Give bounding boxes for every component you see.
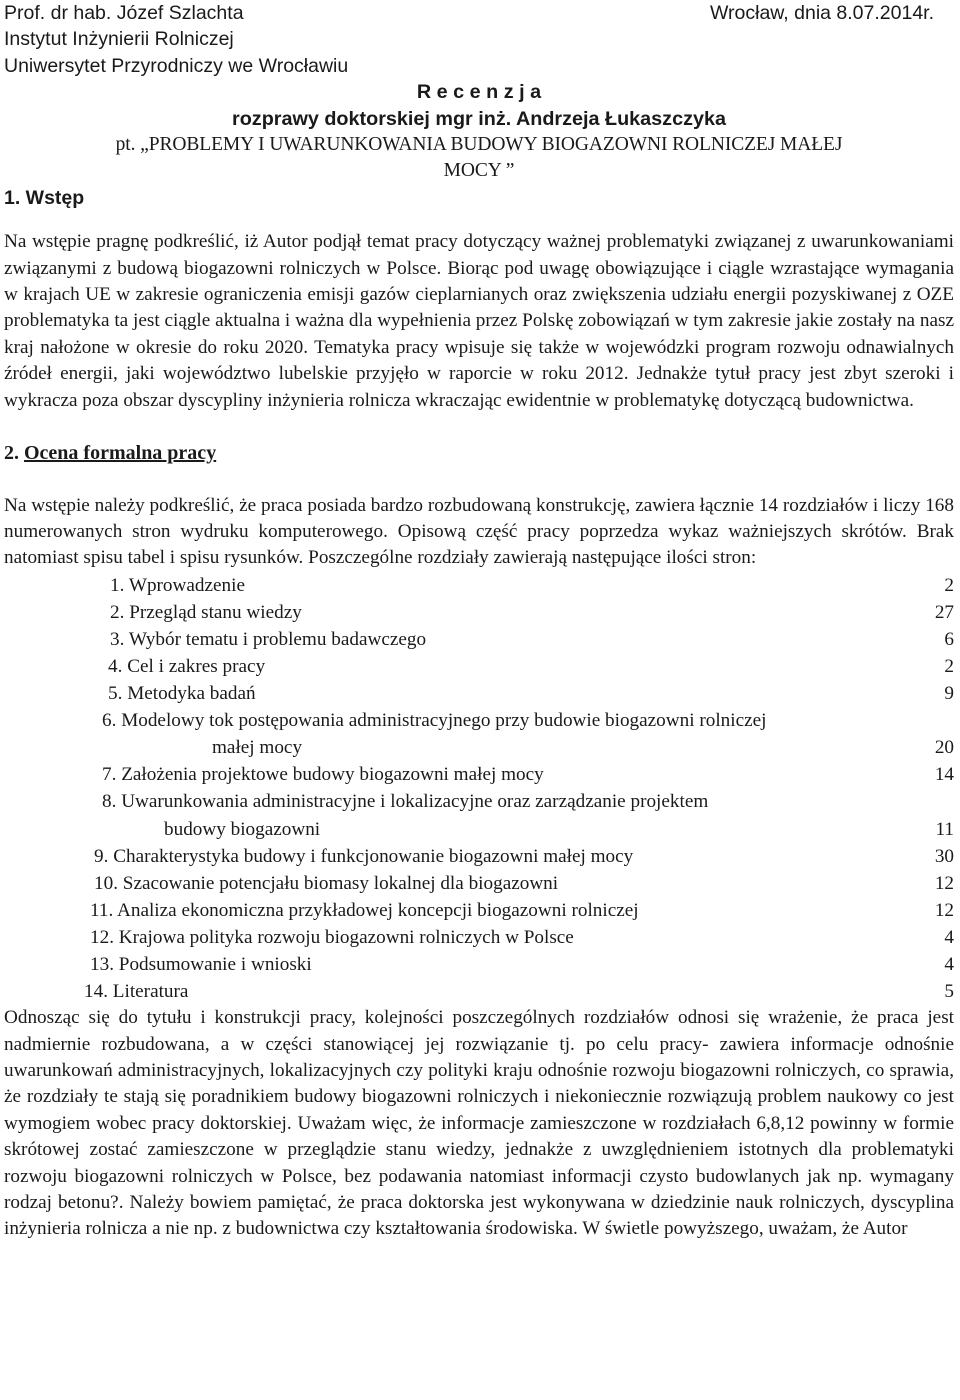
section-2-number: 2. — [4, 442, 19, 465]
chapter-item — [4, 653, 954, 680]
chapter-page-count: 12 — [934, 872, 954, 894]
section-1-title: 1. Wstęp — [4, 186, 85, 209]
chapter-page-count: 30 — [934, 845, 954, 867]
chapter-title: 7. Założenia projektowe budowy biogazowni małej mocy — [102, 764, 544, 786]
chapter-page-count: 14 — [934, 764, 954, 786]
section-1-paragraph: Na wstępie pragnę podkreślić, iż Autor podjął temat pracy dotyczący ważnej problematyki związanej z uwarunkowaniami związanymi z budową biogazowni rolniczych w Polsce. Biorąc pod uwagę obowiązujące i ciągle wzrastające wymagania w krajach UE w zakresie ograniczenia emisji gazów cieplarnianych oraz zwiększenia udziału energii pozyskiwanej z OZE problematyka ta jest ciągle aktualna i ważna dla wypełnienia przez Polskę zobowiązań w tym zakresie jakie zostały na nasz kraj nałożone w okresie do roku 2020. Tematyka pracy wpisuje się także w wojewódzki program rozwoju odnawialnych źródeł energii, jaki województwo lubelskie przyjęło w raporcie w roku 2012. Jednakże tytuł pracy jest zbyt szeroki i wykracza poza obszar dyscypliny inżynieria rolnicza wkraczając ewidentnie w problematykę dotyczącą budownictwa. — [4, 231, 954, 411]
chapter-title: 6. Modelowy tok postępowania administracyjnego przy budowie biogazowni rolniczej — [102, 710, 767, 732]
chapter-title: 2. Przegląd stanu wiedzy — [110, 601, 302, 623]
chapter-page-count: 27 — [934, 601, 954, 623]
section-2-title — [4, 440, 954, 466]
chapter-item — [4, 626, 954, 653]
section-2-paragraph-2: Odnosząc się do tytułu i konstrukcji pracy, kolejności poszczególnych rozdziałów odnosi się wrażenie, że praca jest nadmiernie rozbudowana, a w części stanowiącej jej rozwiązanie tj. po celu pracy- zawiera informacje odnośnie uwarunkowań administracyjnych, lokalizacyjnych czy polityki kraju odnośnie rozwoju biogazowni rolniczych, co sprawia, że rozdziały te stają się poradnikiem budowy biogazowni rolniczych i niekoniecznie rozwiązują problem naukowy co jest wymogiem wobec pracy doktorskiej. Uważam więc, że informacje zamieszczone w rozdziałach 6,8,12 powinny w formie skrótowej zostać zamieszczone w przeglądzie stanu wiedzy, jednakże z uwzględnieniem istotnych dla problematyki rozwoju biogazowni rolniczych w Polsce, bez podawania natomiast informacji czysto budowlanych jak np. wymagany rodzaj betonu?. Należy bowiem pamiętać, że praca doktorska jest wykonywana w dziedzinie nauk rolniczych, dyscyplina inżynieria rolnicza a nie np. z budownictwa czy kształtowania środowiska. W świetle powyższego, uważam, że Autor — [4, 1007, 954, 1240]
chapter-item — [4, 870, 954, 897]
chapter-title: 12. Krajowa polityka rozwoju biogazowni rolniczych w Polsce — [90, 926, 574, 948]
chapter-title: 14. Literatura — [84, 981, 189, 1003]
chapter-item — [4, 978, 954, 1005]
chapter-page-count: 6 — [944, 628, 954, 650]
chapter-title: 3. Wybór tematu i problemu badawczego — [110, 628, 427, 650]
chapter-title: 4. Cel i zakres pracy — [108, 656, 266, 677]
chapter-item — [4, 761, 954, 788]
document-page — [4, 0, 954, 1243]
chapter-item — [4, 951, 954, 978]
chapter-page-count: 11 — [935, 818, 954, 840]
review-heading: R e c e n z j a — [416, 81, 542, 104]
section-2-paragraph: Na wstępie należy podkreślić, że praca posiada bardzo rozbudowaną konstrukcję, zawiera łącznie 14 rozdziałów i liczy 168 numerowanych stron wydruku komputerowego. Opisową część pracy poprzedza wykaz ważniejszych skrótów. Brak natomiast spisu tabel i spisu rysunków. Poszczególne rozdziały zawierają następujące ilości stron: — [4, 494, 954, 569]
chapter-title: 13. Podsumowanie i wnioski — [90, 954, 312, 976]
chapter-page-count: 4 — [944, 954, 954, 976]
chapter-list — [4, 572, 954, 1006]
chapter-title: 5. Metodyka badań — [108, 683, 256, 705]
chapter-item — [4, 924, 954, 951]
chapter-page-count: 2 — [944, 656, 954, 677]
chapter-item — [4, 897, 954, 924]
chapter-item — [4, 788, 954, 842]
chapter-page-count: 9 — [944, 683, 954, 705]
chapter-item — [4, 599, 954, 626]
chapter-item — [4, 843, 954, 870]
thesis-title-line1: pt. „PROBLEMY I UWARUNKOWANIA BUDOWY BIOGAZOWNI ROLNICZEJ MAŁEJ — [115, 134, 843, 156]
chapter-item — [4, 572, 954, 599]
letter-header — [4, 0, 954, 79]
thesis-title-line2: MOCY ” — [443, 160, 515, 182]
review-subject: rozprawy doktorskiej mgr inż. Andrzeja Łukaszczyka — [232, 107, 726, 130]
chapter-page-count: 4 — [944, 926, 954, 948]
chapter-title-continued: budowy biogazowni — [164, 818, 321, 840]
chapter-page-count: 5 — [944, 981, 954, 1003]
section-2-label: Ocena formalna pracy — [24, 442, 217, 465]
chapter-item — [4, 707, 954, 761]
chapter-title: 1. Wprowadzenie — [110, 574, 245, 596]
chapter-page-count: 12 — [934, 899, 954, 921]
chapter-title: 10. Szacowanie potencjału biomasy lokalnej dla biogazowni — [94, 872, 559, 894]
letter-date: Wrocław, dnia 8.07.2014r. — [709, 2, 934, 24]
chapter-item — [4, 680, 954, 707]
author-name: Prof. dr hab. Józef Szlachta — [4, 2, 244, 24]
chapter-title: 9. Charakterystyka budowy i funkcjonowanie biogazowni małej mocy — [94, 845, 634, 867]
chapter-title: 11. Analiza ekonomiczna przykładowej koncepcji biogazowni rolniczej — [90, 899, 639, 921]
chapter-title: 8. Uwarunkowania administracyjne i lokalizacyjne oraz zarządzanie projektem — [102, 791, 709, 813]
chapter-page-count: 20 — [934, 737, 954, 759]
institute-name: Instytut Inżynierii Rolniczej — [4, 28, 234, 51]
chapter-title-continued: małej mocy — [212, 737, 303, 759]
chapter-page-count: 2 — [944, 574, 954, 596]
university-name: Uniwersytet Przyrodniczy we Wrocławiu — [4, 54, 349, 77]
